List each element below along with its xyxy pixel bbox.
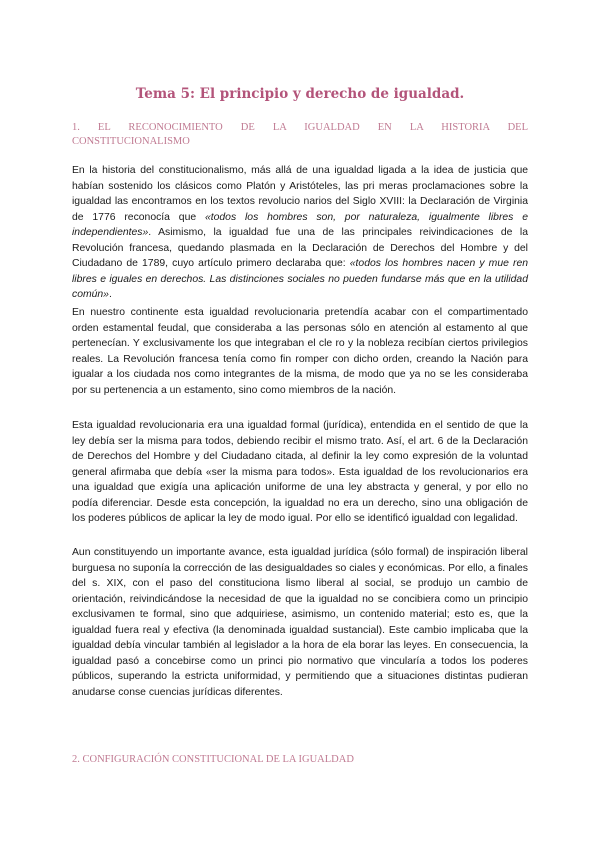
paragraph-1-text-c: .: [108, 289, 112, 301]
paragraph-3: Esta igualdad revolucionaria era una igualdad formal (jurídica), entendida en el sentido de que la ley debía ser la misma para todos, debiendo recibir el mismo trato. Así, el art. 6 de la Declaración de Derechos del Hombre y del Ciudadano citada, al definir la ley como expresión de la voluntad general afirmaba que debía «ser la misma para todos». Esta igualdad de los revolucionarios era una igualdad que exigía una aplicación uniforme de una ley abstracta y general, y por ello no podía diferenciar. Desde esta concepción, la igualdad no era un derecho, sino una obligación de los poderes públicos de aplicar la ley de modo igual. Por ello se identificó igualdad con legalidad.: [72, 420, 528, 525]
section-2-heading: 2. CONFIGURACIÓN CONSTITUCIONAL DE LA IGUALDAD: [72, 754, 354, 765]
page-title: Tema 5: El principio y derecho de igualdad.: [135, 86, 465, 102]
section-1-heading-line-1: 1. EL RECONOCIMIENTO DE LA IGUALDAD EN LA HISTORIA DEL: [72, 122, 528, 133]
virginia-quote: «todos los hombres son, por naturaleza, igualmente libres e independientes»: [72, 211, 528, 239]
section-1-heading-line-2: CONSTITUCIONALISMO: [72, 136, 190, 147]
paragraph-1-text-b: . Asimismo, la igualdad fue una de las principales reivindicaciones de la Revolución francesa, quedando plasmada en la Declaración de Derechos del Hombre y del Ciudadano de 1789, cuyo artículo primero declaraba que:: [72, 227, 528, 270]
paragraph-2: En nuestro continente esta igualdad revolucionaria pretendía acabar con el compartimentado orden estamental feudal, que consideraba a las personas sólo en atención al estamento al que pertenecían. Y exclusivamente los que integraban el cle ro y la nobleza recibían ciertos privilegios reales. La Revolución francesa tenía como fin romper con dicho orden, creando la Nación para igualar a los ciudada nos como integrantes de la misma, de modo que ya no se les consideraba por su pertenencia a un estamento, sino como miembros de la nación.: [72, 307, 528, 396]
paragraph-1-text-a: En la historia del constitucionalismo, más allá de una igualdad ligada a la idea de justicia que habían sostenido los clásicos como Platón y Aristóteles, las pri meras proclamaciones sobre la igualdad las encontramos en los textos revolucio narios del Siglo XVIII: la Declaración de Virginia de 1776 reconocía que: [72, 165, 528, 223]
paragraph-1: [72, 163, 528, 303]
declaration-quote: «todos los hombres nacen y mue ren libres e iguales en derechos. Las distinciones sociales no pueden fundarse más que en la utilidad común»: [72, 258, 528, 301]
paragraph-4: Aun constituyendo un importante avance, esta igualdad jurídica (sólo formal) de inspiración liberal burguesa no suponía la corrección de las desigualdades so ciales y económicas. Por ello, a finales del s. XIX, con el paso del constituciona lismo liberal al social, se produjo un cambio de orientación, reivindicándose la necesidad de que la igualdad no se concibiera como un principio exclusivamen te formal, sino que adquiriese, asimismo, un contenido material; esto es, que la igualdad fuera real y efectiva (la denominada igualdad sustancial). Este cambio implicaba que la igualdad debía vincular también al legislador a la hora de ela borar las leyes. En consecuencia, la igualdad pasó a concebirse como un princi pio normativo que vincularía a todos los poderes públicos, superando la estricta uniformidad, y permitiendo que a situaciones distintas pudieran anudarse conse cuencias jurídicas diferentes.: [72, 547, 528, 698]
